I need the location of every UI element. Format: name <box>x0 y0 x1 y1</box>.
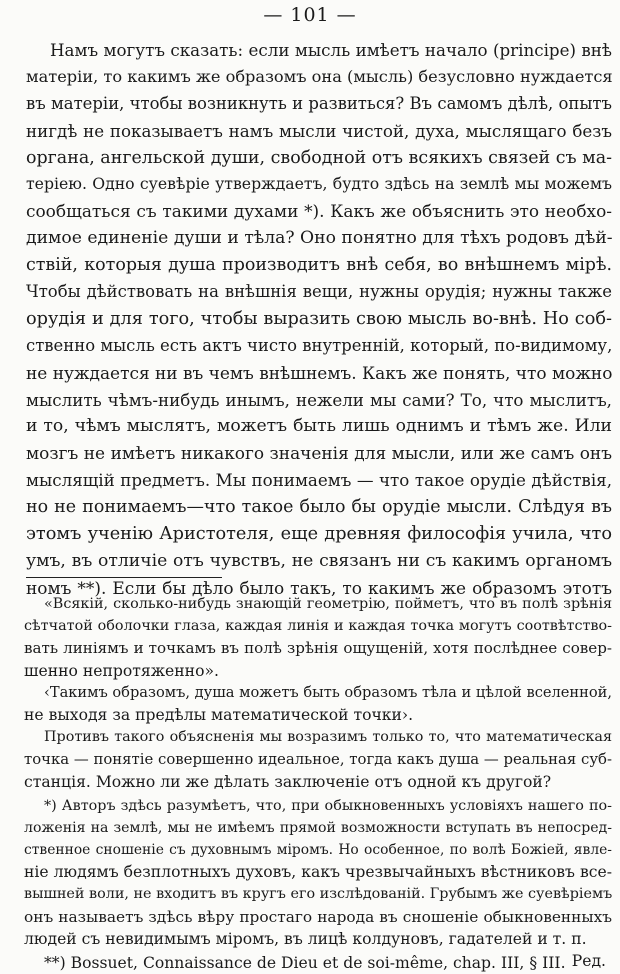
text-line: мыслящій предметъ. Мы понимаемъ — что такое орудіе дѣйствія, <box>26 470 612 491</box>
text-line: мозгъ не имѣетъ никакого значенія для мысли, или же самъ онъ <box>26 443 612 464</box>
footnote-line: вать линіямъ и точкамъ въ полѣ зрѣнія ощущеній, хотя послѣднее совер- <box>24 639 612 658</box>
footnote-line: ственное сношеніе съ духовнымъ міромъ. Но особенное, по волѣ Божіей, явле- <box>24 842 612 859</box>
text-line: сообщаться съ такими духами *). Какъ же объяснить это необхо- <box>26 201 612 222</box>
main-text <box>26 37 612 602</box>
text-line: не нуждается ни въ чемъ внѣшнемъ. Какъ же понять, что можно <box>26 362 613 383</box>
page-number: — 101 — <box>263 4 357 26</box>
footnote-line: *) Авторъ здѣсь разумѣетъ, что, при обыкновенныхъ условіяхъ нашего по- <box>44 797 612 814</box>
text-line: димое единеніе души и тѣла? Оно понятно для тѣхъ родовъ дѣй- <box>26 228 613 249</box>
text-line: въ матеріи, чтобы возникнуть и развиться? Въ самомъ дѣлѣ, опытъ <box>26 93 612 113</box>
footnote-divider <box>26 577 222 578</box>
text-line: орудія и для того, чтобы выразить свою мысль во-внѣ. Но соб- <box>26 308 612 329</box>
text-line: мыслить чѣмъ-нибудь инымъ, нежели мы сами? То, что мыслитъ, <box>26 389 612 410</box>
footnote-line: Противъ такого объясненія мы возразимъ только то, что математическая <box>44 729 612 746</box>
text-line: Чтобы дѣйствовать на внѣшнія вещи, нужны орудія; нужны также <box>26 282 612 302</box>
text-line: органа, ангельской души, свободной отъ всякихъ связей съ ма- <box>26 147 612 168</box>
footnote-line: ложенія на землѣ, мы не имѣемъ прямой возможности вступать въ непосред- <box>24 819 612 836</box>
footnote-line: сѣтчатой оболочки глаза, каждая линія и каждая точка могутъ соотвѣтство- <box>24 618 612 635</box>
text-line: умъ, въ отличіе отъ чувствъ, не связанъ ни съ какимъ органомъ <box>26 550 612 571</box>
footnote-line: ніе людямъ безплотныхъ духовъ, какъ чрезвычайныхъ вѣстниковъ все- <box>24 863 612 882</box>
text-line: но не понимаемъ—что такое было бы орудіе мысли. Слѣдуя въ <box>26 497 612 518</box>
text-line: ственно мысль есть актъ чисто внутренній, который, по-видимому, <box>26 335 613 355</box>
footnote-line: онъ называетъ здѣсь вѣру простаго народа въ сношеніе обыкновенныхъ <box>24 907 612 926</box>
text-line: теріею. Одно суевѣріе утверждаетъ, будто здѣсь на землѣ мы можемъ <box>26 174 612 194</box>
footnote-line: **) Bossuet, Connaissance de Dieu et de soi-même, chap. III, § III. <box>44 954 566 972</box>
text-line: и то, чѣмъ мыслятъ, можетъ быть лишь однимъ и тѣмъ же. Или <box>26 416 612 437</box>
footnote-line: вышней воли, не входитъ въ кругъ его изслѣдованій. Грубымъ же суевѣріемъ <box>24 886 613 903</box>
footnote-line: «Всякій, сколько-нибудь знающій геометрію, пойметъ, что въ полѣ зрѣнія <box>44 596 612 612</box>
text-line: матеріи, то какимъ же образомъ она (мысль) безусловно нуждается <box>26 66 613 86</box>
text-line: ствій, которыя душа производитъ внѣ себя, во внѣшнемъ мірѣ. <box>26 255 612 276</box>
text-line: этомъ ученію Аристотеля, еще древняя философія учила, что <box>26 524 612 545</box>
footnote-text: людей съ невидимымъ міромъ, въ лицѣ колдуновъ, гадателей и т. п. <box>24 929 587 948</box>
footnote-line: не выходя за предѣлы математической точки›. <box>24 705 414 724</box>
footnote-line: ‹Такимъ образомъ, душа можетъ быть образомъ тѣла и цѣлой вселенной, <box>44 683 613 701</box>
footnotes <box>24 593 612 974</box>
text-line: номъ **). Если бы дѣло было такъ, то какимъ же образомъ этотъ <box>26 577 612 598</box>
text-line: нигдѣ не показываетъ намъ мысли чистой, духа, мыслящаго безъ <box>26 120 612 141</box>
footnote-line: станція. Можно ли же дѣлать заключеніе отъ одной къ другой? <box>24 772 552 791</box>
text-line: Намъ могутъ сказать: если мысль имѣетъ начало (principe) внѣ <box>50 40 612 60</box>
editor-signature: Ред. <box>571 952 606 971</box>
footnote-line: точка — понятіе совершенно идеальное, тогда какъ душа — реальная суб- <box>24 750 612 769</box>
footnote-line: шенно непротяженно». <box>24 661 219 680</box>
